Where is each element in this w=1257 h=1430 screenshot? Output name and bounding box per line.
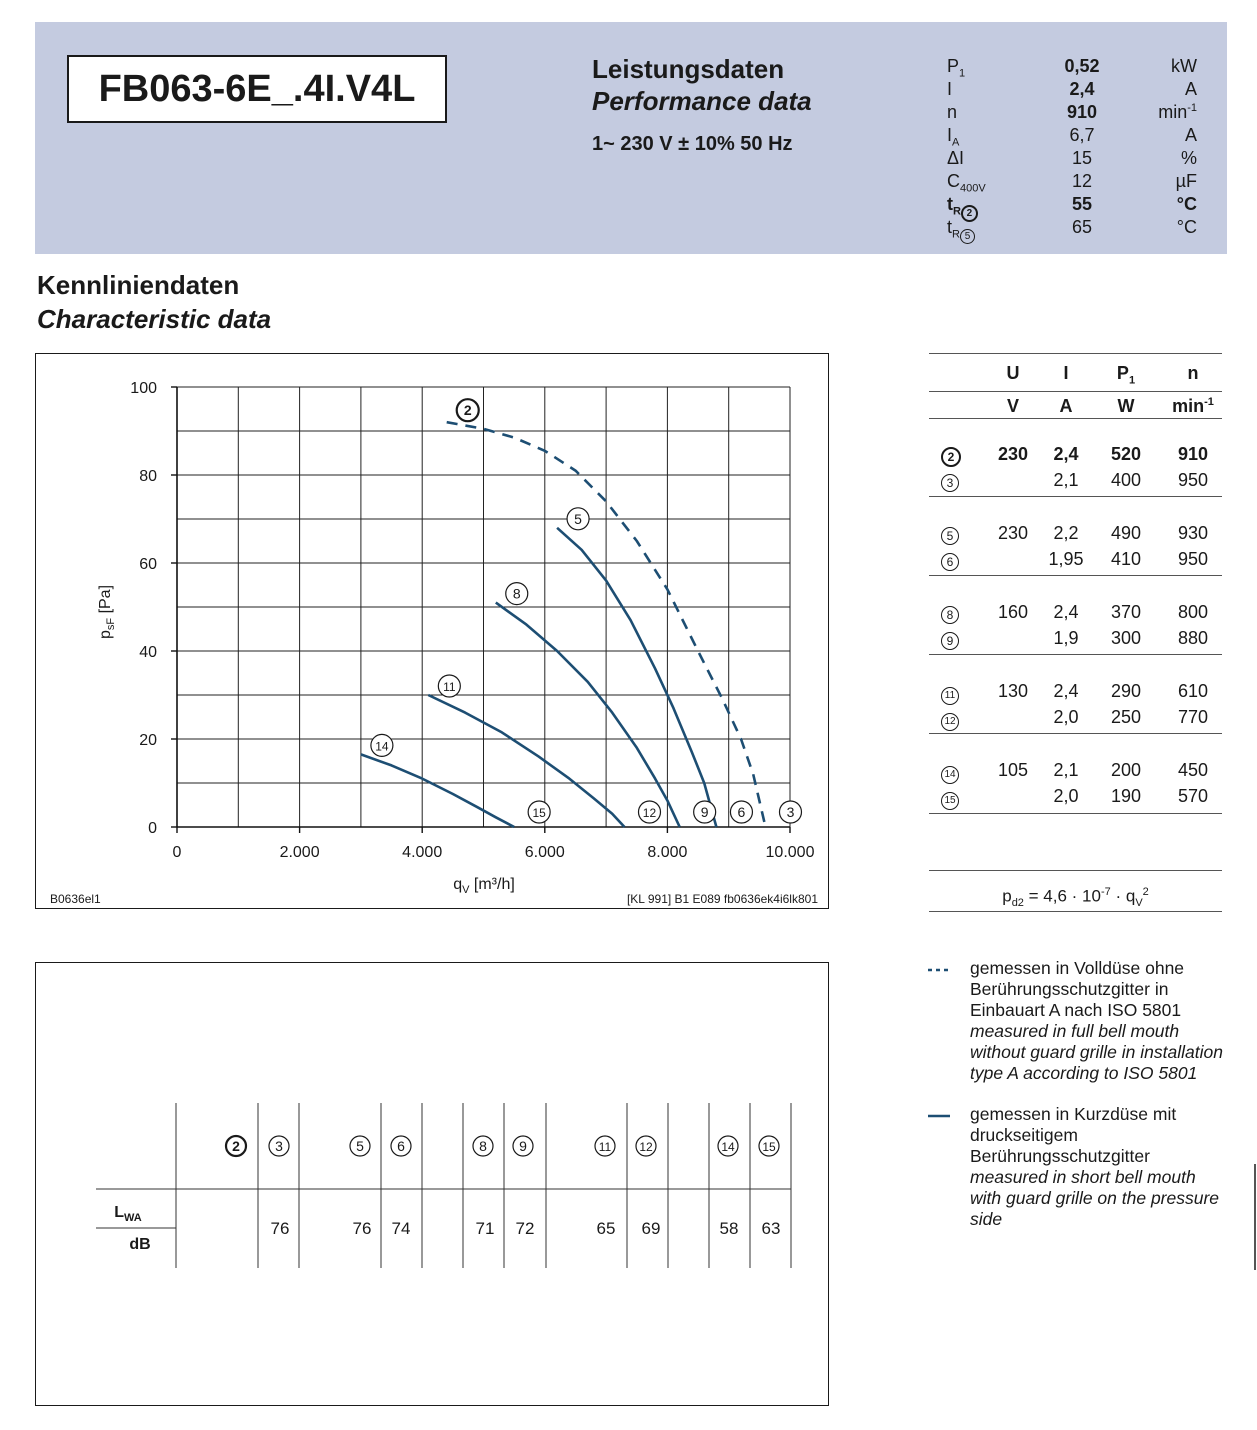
sound-unit: dB — [129, 1236, 151, 1253]
y-axis-label: $p_{sF}$ [Pa] — [97, 584, 117, 640]
cell-speed: 950 — [1177, 549, 1209, 569]
spec-row — [947, 125, 1207, 148]
spec-symbol: $C_{400V}$ — [947, 171, 986, 195]
cell-power: 250 — [1110, 707, 1142, 727]
svg-text:15: 15 — [532, 806, 546, 820]
y-tick-label: 60 — [139, 556, 157, 573]
cell-current: 1,9 — [1053, 628, 1079, 648]
table-rule — [929, 733, 1222, 734]
svg-text:12: 12 — [639, 1140, 653, 1154]
cell-power: 410 — [1110, 549, 1142, 569]
cell-power: 300 — [1110, 628, 1142, 648]
spec-symbol: $P_1$ — [947, 56, 966, 80]
chart-code-left: B0636el1 — [50, 892, 101, 906]
svg-text:6: 6 — [737, 804, 746, 820]
characteristic-chart — [35, 353, 829, 909]
legend-solid-en: measured in short bell mouth with guard grille on the pressure side — [970, 1167, 1220, 1229]
cell-speed: 950 — [1177, 470, 1209, 490]
x-tick-label: 6.000 — [524, 844, 565, 861]
edge-rule — [1254, 1164, 1256, 1270]
sound-table-svg — [36, 963, 830, 1407]
spec-table — [947, 56, 1207, 240]
voltage-spec: 1~ 230 V ± 10% 50 Hz — [592, 133, 793, 155]
table-rule — [929, 575, 1222, 576]
operating-point-marker: 12 — [941, 708, 959, 731]
sound-value: 63 — [761, 1219, 781, 1238]
cell-power: 490 — [1110, 523, 1142, 543]
cell-voltage: 230 — [997, 523, 1029, 543]
x-tick-label: 10.000 — [765, 844, 815, 861]
spec-value: 0,52 — [1064, 56, 1100, 76]
operating-point-marker: 9 — [941, 629, 959, 650]
sound-value: 71 — [475, 1219, 495, 1238]
chart-svg — [36, 354, 830, 910]
sound-point-2 — [226, 1136, 246, 1156]
operating-point-marker: 3 — [941, 471, 959, 492]
point-marker-14 — [371, 734, 393, 756]
cell-voltage: 105 — [997, 760, 1029, 780]
point-marker-11 — [438, 675, 460, 697]
column-unit: A — [1059, 396, 1073, 416]
performance-heading — [592, 53, 812, 156]
sound-point-12 — [636, 1136, 656, 1156]
section-title-de: Kennliniendaten — [37, 270, 240, 300]
spec-row — [947, 102, 1207, 125]
legend-solid-de: gemessen in Kurzdüse mit druckseitigem Berührungsschutzgitter — [970, 1104, 1177, 1166]
sound-value: 69 — [641, 1219, 661, 1238]
legend — [928, 958, 1228, 1250]
svg-text:12: 12 — [642, 806, 657, 820]
y-tick-label: 100 — [130, 380, 157, 397]
column-header: $P_1$ — [1116, 363, 1136, 387]
table-rule — [929, 654, 1222, 655]
performance-title-de: Leistungsdaten — [592, 54, 785, 84]
table-rule — [929, 496, 1222, 497]
grid — [177, 387, 790, 827]
spec-symbol: $I_A$ — [947, 125, 960, 149]
operating-point-marker: 8 — [941, 603, 959, 624]
y-tick-label: 0 — [148, 820, 157, 837]
operating-point-marker: 2 — [961, 205, 978, 222]
spec-row — [947, 148, 1207, 171]
x-tick-label: 0 — [172, 844, 182, 861]
point-marker-6 — [730, 801, 752, 823]
cell-current: 2,4 — [1053, 681, 1079, 701]
sound-value: 65 — [596, 1219, 616, 1238]
cell-power: 520 — [1110, 444, 1142, 464]
spec-symbol: $t_R$ 5 — [947, 217, 975, 244]
cell-current: 1,95 — [1048, 549, 1084, 569]
spec-value: 55 — [1071, 194, 1093, 214]
point-marker-5 — [567, 508, 589, 530]
sound-point-5 — [350, 1136, 370, 1156]
solid-line-icon — [928, 1114, 950, 1118]
point-marker-8 — [506, 583, 528, 605]
sound-point-15 — [759, 1136, 779, 1156]
spec-unit: µF — [1175, 171, 1197, 191]
svg-text:5: 5 — [574, 510, 582, 527]
spec-symbol: n — [947, 102, 958, 122]
spec-value: 65 — [1071, 217, 1093, 237]
dashed-line-icon — [928, 968, 950, 972]
spec-value: 910 — [1066, 102, 1098, 122]
svg-text:2: 2 — [463, 402, 472, 419]
cell-current: 2,1 — [1053, 470, 1079, 490]
cell-current: 2,0 — [1053, 786, 1079, 806]
column-header: U — [1006, 363, 1020, 383]
spec-symbol: I — [947, 79, 953, 99]
column-unit: V — [1006, 396, 1019, 416]
x-axis-label: $q_V$ [m³/h] — [453, 876, 515, 896]
operating-point-marker: 5 — [941, 524, 959, 545]
sound-point-9 — [513, 1136, 533, 1156]
svg-text:11: 11 — [443, 680, 456, 694]
sound-value: 76 — [270, 1219, 290, 1238]
svg-text:8: 8 — [512, 585, 521, 602]
series-11-curve — [428, 695, 624, 827]
series-5-curve — [557, 528, 716, 827]
spec-unit: % — [1180, 148, 1197, 168]
table-rule — [929, 418, 1222, 419]
cell-speed: 910 — [1177, 444, 1209, 464]
y-tick-label: 20 — [139, 732, 157, 749]
cell-speed: 800 — [1177, 602, 1209, 622]
svg-text:11: 11 — [598, 1140, 612, 1154]
legend-dashed-en: measured in full bell mouth without guard grille in installation type A according to ISO 5801 — [970, 1021, 1223, 1083]
operating-points-table — [929, 353, 1222, 873]
svg-text:3: 3 — [275, 1138, 283, 1154]
cell-current: 2,4 — [1053, 444, 1079, 464]
point-marker-3 — [779, 801, 801, 823]
spec-value: 2,4 — [1069, 79, 1095, 99]
spec-value: 12 — [1071, 171, 1093, 191]
sound-point-6 — [391, 1136, 411, 1156]
svg-text:5: 5 — [356, 1138, 364, 1154]
legend-dashed — [928, 958, 1228, 1084]
column-unit: W — [1117, 396, 1135, 416]
operating-point-marker: 6 — [941, 550, 959, 571]
performance-title-en: Performance data — [592, 86, 812, 116]
spec-symbol: ΔI — [947, 148, 965, 168]
sound-point-14 — [718, 1136, 738, 1156]
section-heading — [37, 268, 271, 336]
cell-speed: 930 — [1177, 523, 1209, 543]
spec-unit: A — [1184, 79, 1197, 99]
cell-current: 2,1 — [1053, 760, 1079, 780]
cell-voltage: 130 — [997, 681, 1029, 701]
svg-text:8: 8 — [479, 1138, 487, 1154]
sound-point-8 — [473, 1136, 493, 1156]
table-rule — [929, 391, 1222, 392]
cell-power: 200 — [1110, 760, 1142, 780]
model-title: FB063-6E_.4I.V4L — [67, 55, 447, 123]
svg-text:14: 14 — [375, 739, 389, 754]
spec-row — [947, 194, 1207, 217]
spec-row — [947, 79, 1207, 102]
y-tick-label: 40 — [139, 644, 157, 661]
column-header: n — [1187, 363, 1199, 383]
spec-unit: $\min^{-1}$ — [1158, 102, 1197, 122]
sound-value: 72 — [515, 1219, 535, 1238]
spec-row — [947, 217, 1207, 240]
column-unit: $\min^{-1}$ — [1172, 396, 1214, 416]
svg-text:9: 9 — [519, 1138, 527, 1154]
x-tick-label: 8.000 — [647, 844, 688, 861]
svg-text:2: 2 — [232, 1138, 240, 1154]
table-rule — [929, 813, 1222, 814]
pressure-formula: $p_{d2} = 4,6 \cdot 10^{-7} \cdot q_V^2$ — [929, 870, 1222, 912]
column-header: I — [1063, 363, 1069, 383]
svg-text:15: 15 — [762, 1140, 776, 1154]
spec-unit: °C — [1176, 217, 1197, 237]
chart-code-right: [KL 991] B1 E089 fb0636ek4i6lk801 — [626, 892, 818, 906]
point-marker-2 — [457, 399, 479, 421]
point-marker-9 — [694, 801, 716, 823]
svg-text:3: 3 — [786, 804, 795, 820]
operating-point-marker: 11 — [941, 682, 959, 705]
sound-row-label: $L_{WA}$ — [114, 1204, 142, 1224]
legend-solid — [928, 1104, 1228, 1230]
y-tick-label: 80 — [139, 468, 157, 485]
spec-unit: °C — [1176, 194, 1197, 214]
sound-power-box — [35, 962, 829, 1406]
cell-power: 290 — [1110, 681, 1142, 701]
table-rule — [929, 353, 1222, 354]
cell-power: 370 — [1110, 602, 1142, 622]
cell-speed: 770 — [1177, 707, 1209, 727]
x-tick-label: 4.000 — [402, 844, 443, 861]
operating-point-marker: 15 — [941, 787, 959, 810]
series-14-curve — [361, 754, 514, 827]
header-panel — [35, 22, 1227, 254]
sound-point-11 — [595, 1136, 615, 1156]
operating-point-marker: 2 — [941, 445, 961, 467]
spec-row — [947, 56, 1207, 79]
operating-point-marker: 5 — [960, 229, 975, 244]
cell-current: 2,2 — [1053, 523, 1079, 543]
cell-speed: 610 — [1177, 681, 1209, 701]
spec-unit: A — [1184, 125, 1197, 145]
sound-value: 58 — [719, 1219, 739, 1238]
cell-current: 2,4 — [1053, 602, 1079, 622]
cell-power: 190 — [1110, 786, 1142, 806]
svg-text:6: 6 — [397, 1138, 405, 1154]
cell-speed: 450 — [1177, 760, 1209, 780]
svg-text:14: 14 — [721, 1140, 735, 1154]
sound-value: 74 — [391, 1219, 411, 1238]
x-tick-label: 2.000 — [279, 844, 320, 861]
cell-voltage: 160 — [997, 602, 1029, 622]
section-title-en: Characteristic data — [37, 304, 272, 334]
cell-voltage: 230 — [997, 444, 1029, 464]
sound-point-3 — [269, 1136, 289, 1156]
cell-speed: 880 — [1177, 628, 1209, 648]
point-marker-12 — [638, 801, 660, 823]
sound-value: 76 — [352, 1219, 372, 1238]
operating-point-marker: 14 — [941, 761, 959, 784]
svg-text:9: 9 — [700, 804, 709, 820]
spec-unit: kW — [1171, 56, 1197, 76]
cell-power: 400 — [1110, 470, 1142, 490]
point-marker-15 — [528, 801, 550, 823]
cell-speed: 570 — [1177, 786, 1209, 806]
legend-dashed-de: gemessen in Volldüse ohne Berührungsschutzgitter in Einbauart A nach ISO 5801 — [970, 958, 1185, 1020]
spec-value: 15 — [1071, 148, 1093, 168]
spec-row — [947, 171, 1207, 194]
spec-symbol: $t_R$ 2 — [947, 194, 978, 222]
cell-current: 2,0 — [1053, 707, 1079, 727]
spec-value: 6,7 — [1069, 125, 1095, 145]
